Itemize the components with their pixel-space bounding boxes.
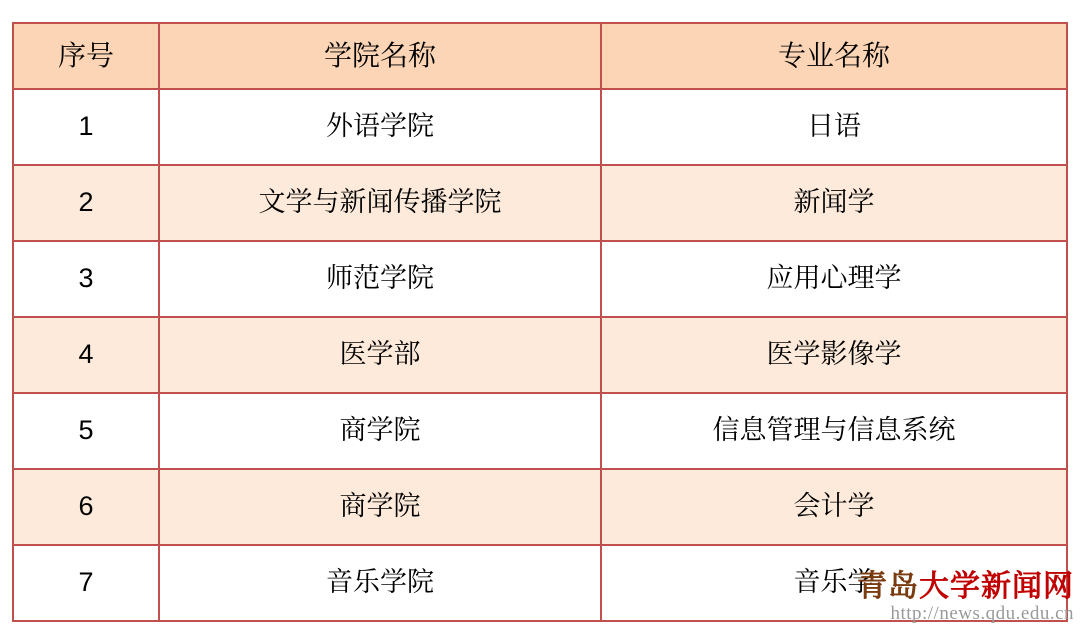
cell-college: 外语学院 bbox=[159, 89, 601, 165]
table-row bbox=[13, 469, 1067, 545]
cell-index: 7 bbox=[13, 545, 159, 621]
cell-index: 6 bbox=[13, 469, 159, 545]
table-row bbox=[13, 165, 1067, 241]
cell-index: 3 bbox=[13, 241, 159, 317]
cell-college: 音乐学院 bbox=[159, 545, 601, 621]
majors-table bbox=[12, 22, 1068, 622]
cell-major: 音乐学 bbox=[601, 545, 1067, 621]
table-container bbox=[12, 22, 1068, 622]
cell-college: 商学院 bbox=[159, 393, 601, 469]
table-body bbox=[13, 89, 1067, 621]
table-header-row bbox=[13, 23, 1067, 89]
cell-college: 医学部 bbox=[159, 317, 601, 393]
watermark-url: http://news.qdu.edu.cn bbox=[890, 603, 1074, 624]
watermark-title-red: 大学新闻网 bbox=[919, 570, 1074, 603]
cell-major: 会计学 bbox=[601, 469, 1067, 545]
cell-college: 师范学院 bbox=[159, 241, 601, 317]
cell-major: 医学影像学 bbox=[601, 317, 1067, 393]
cell-index: 1 bbox=[13, 89, 159, 165]
table-row bbox=[13, 241, 1067, 317]
table-row bbox=[13, 89, 1067, 165]
column-header-college: 学院名称 bbox=[159, 23, 601, 89]
table-row bbox=[13, 317, 1067, 393]
cell-index: 4 bbox=[13, 317, 159, 393]
column-header-index: 序号 bbox=[13, 23, 159, 89]
cell-major: 应用心理学 bbox=[601, 241, 1067, 317]
cell-major: 新闻学 bbox=[601, 165, 1067, 241]
table-header bbox=[13, 23, 1067, 89]
column-header-major: 专业名称 bbox=[601, 23, 1067, 89]
watermark-title-dark: 青岛 bbox=[857, 570, 919, 603]
cell-major: 日语 bbox=[601, 89, 1067, 165]
cell-major: 信息管理与信息系统 bbox=[601, 393, 1067, 469]
table-row bbox=[13, 393, 1067, 469]
cell-index: 2 bbox=[13, 165, 159, 241]
cell-college: 文学与新闻传播学院 bbox=[159, 165, 601, 241]
table-row bbox=[13, 545, 1067, 621]
cell-college: 商学院 bbox=[159, 469, 601, 545]
cell-index: 5 bbox=[13, 393, 159, 469]
